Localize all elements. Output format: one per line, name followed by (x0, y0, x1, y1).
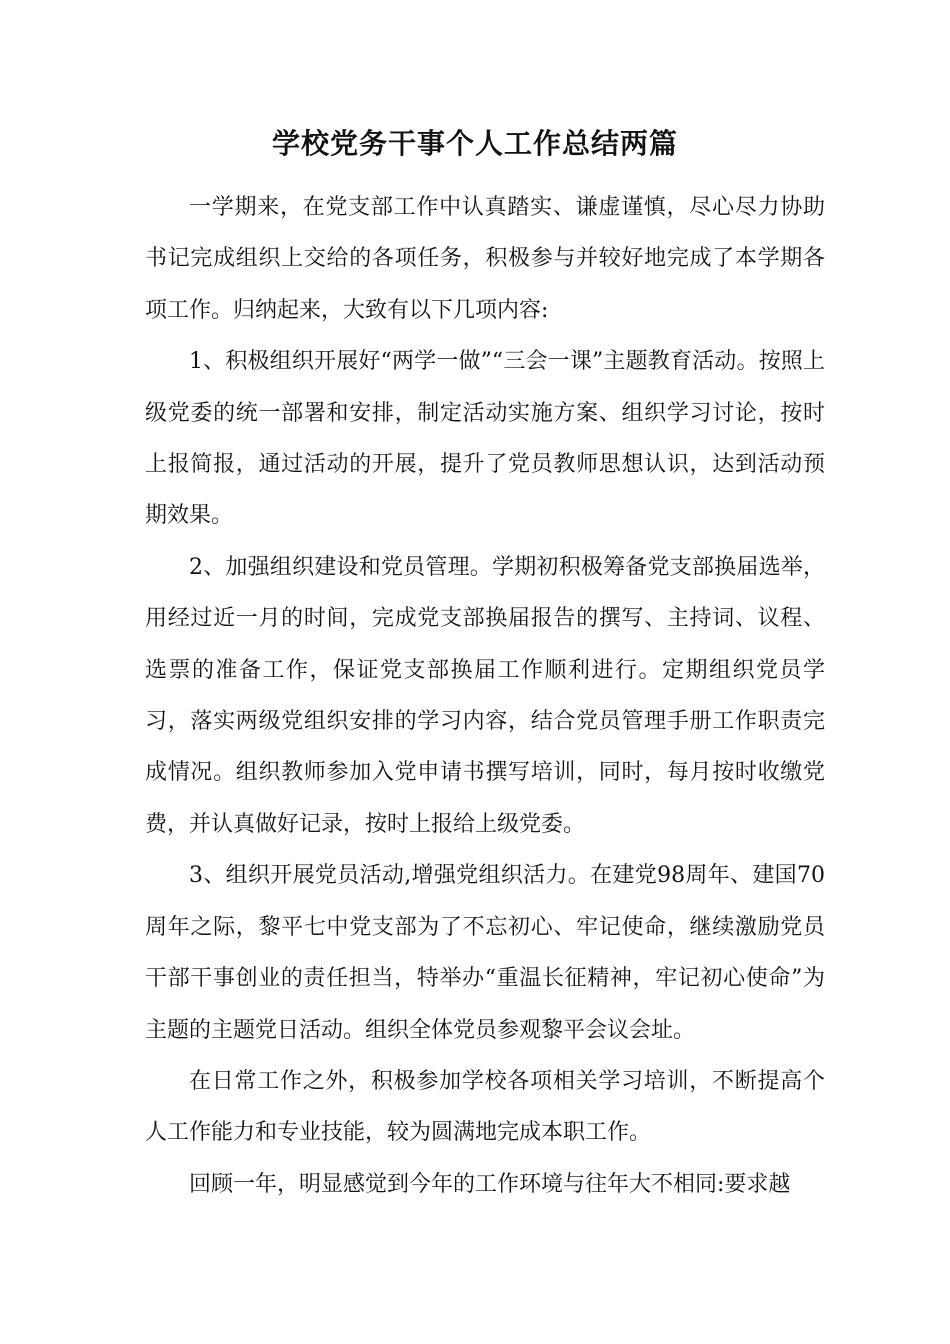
paragraph-review: 回顾一年，明显感觉到今年的工作环境与往年大不相同:要求越 (189, 1171, 791, 1197)
paragraph-item-2: 2、加强组织建设和党员管理。学期初积极筹备党支部换届选举，用经过近一月的时间，完成党支部换届报告的撰写、主持词、议程、选票的准备工作，保证党支部换届工作顺利进行。定期组织党员学习，落实两级党组织安排的学习内容，结合党员管理手册工作职责完成情况。组织教师参加入党申请书撰写培训，同时，每月按时收缴党费，并认真做好记录，按时上报给上级党委。 (145, 554, 825, 837)
paragraph-daily-work: 在日常工作之外，积极参加学校各项相关学习培训，不断提高个人工作能力和专业技能，较为圆满地完成本职工作。 (145, 1068, 825, 1146)
paragraph-intro: 一学期来，在党支部工作中认真踏实、谦虚谨慎，尽心尽力协助书记完成组织上交给的各项任务，积极参与并较好地完成了本学期各项工作。归纳起来，大致有以下几项内容: (145, 195, 825, 323)
paragraph-item-3: 3、组织开展党员活动,增强党组织活力。在建党98周年、建国70周年之际，黎平七中党支部为了不忘初心、牢记使命，继续激励党员干部干事创业的责任担当，特举办“重温长征精神，牢记初心使命”为主题的主题党日活动。组织全体党员参观黎平会议会址。 (145, 863, 825, 1043)
document-title: 学校党务干事个人工作总结两篇 (271, 127, 678, 160)
paragraph-item-1: 1、积极组织开展好“两学一做”“三会一课”主题教育活动。按照上级党委的统一部署和安排，制定活动实施方案、组织学习讨论，按时上报简报，通过活动的开展，提升了党员教师思想认识，达到活动预期效果。 (145, 349, 825, 529)
document-body (145, 182, 825, 1210)
